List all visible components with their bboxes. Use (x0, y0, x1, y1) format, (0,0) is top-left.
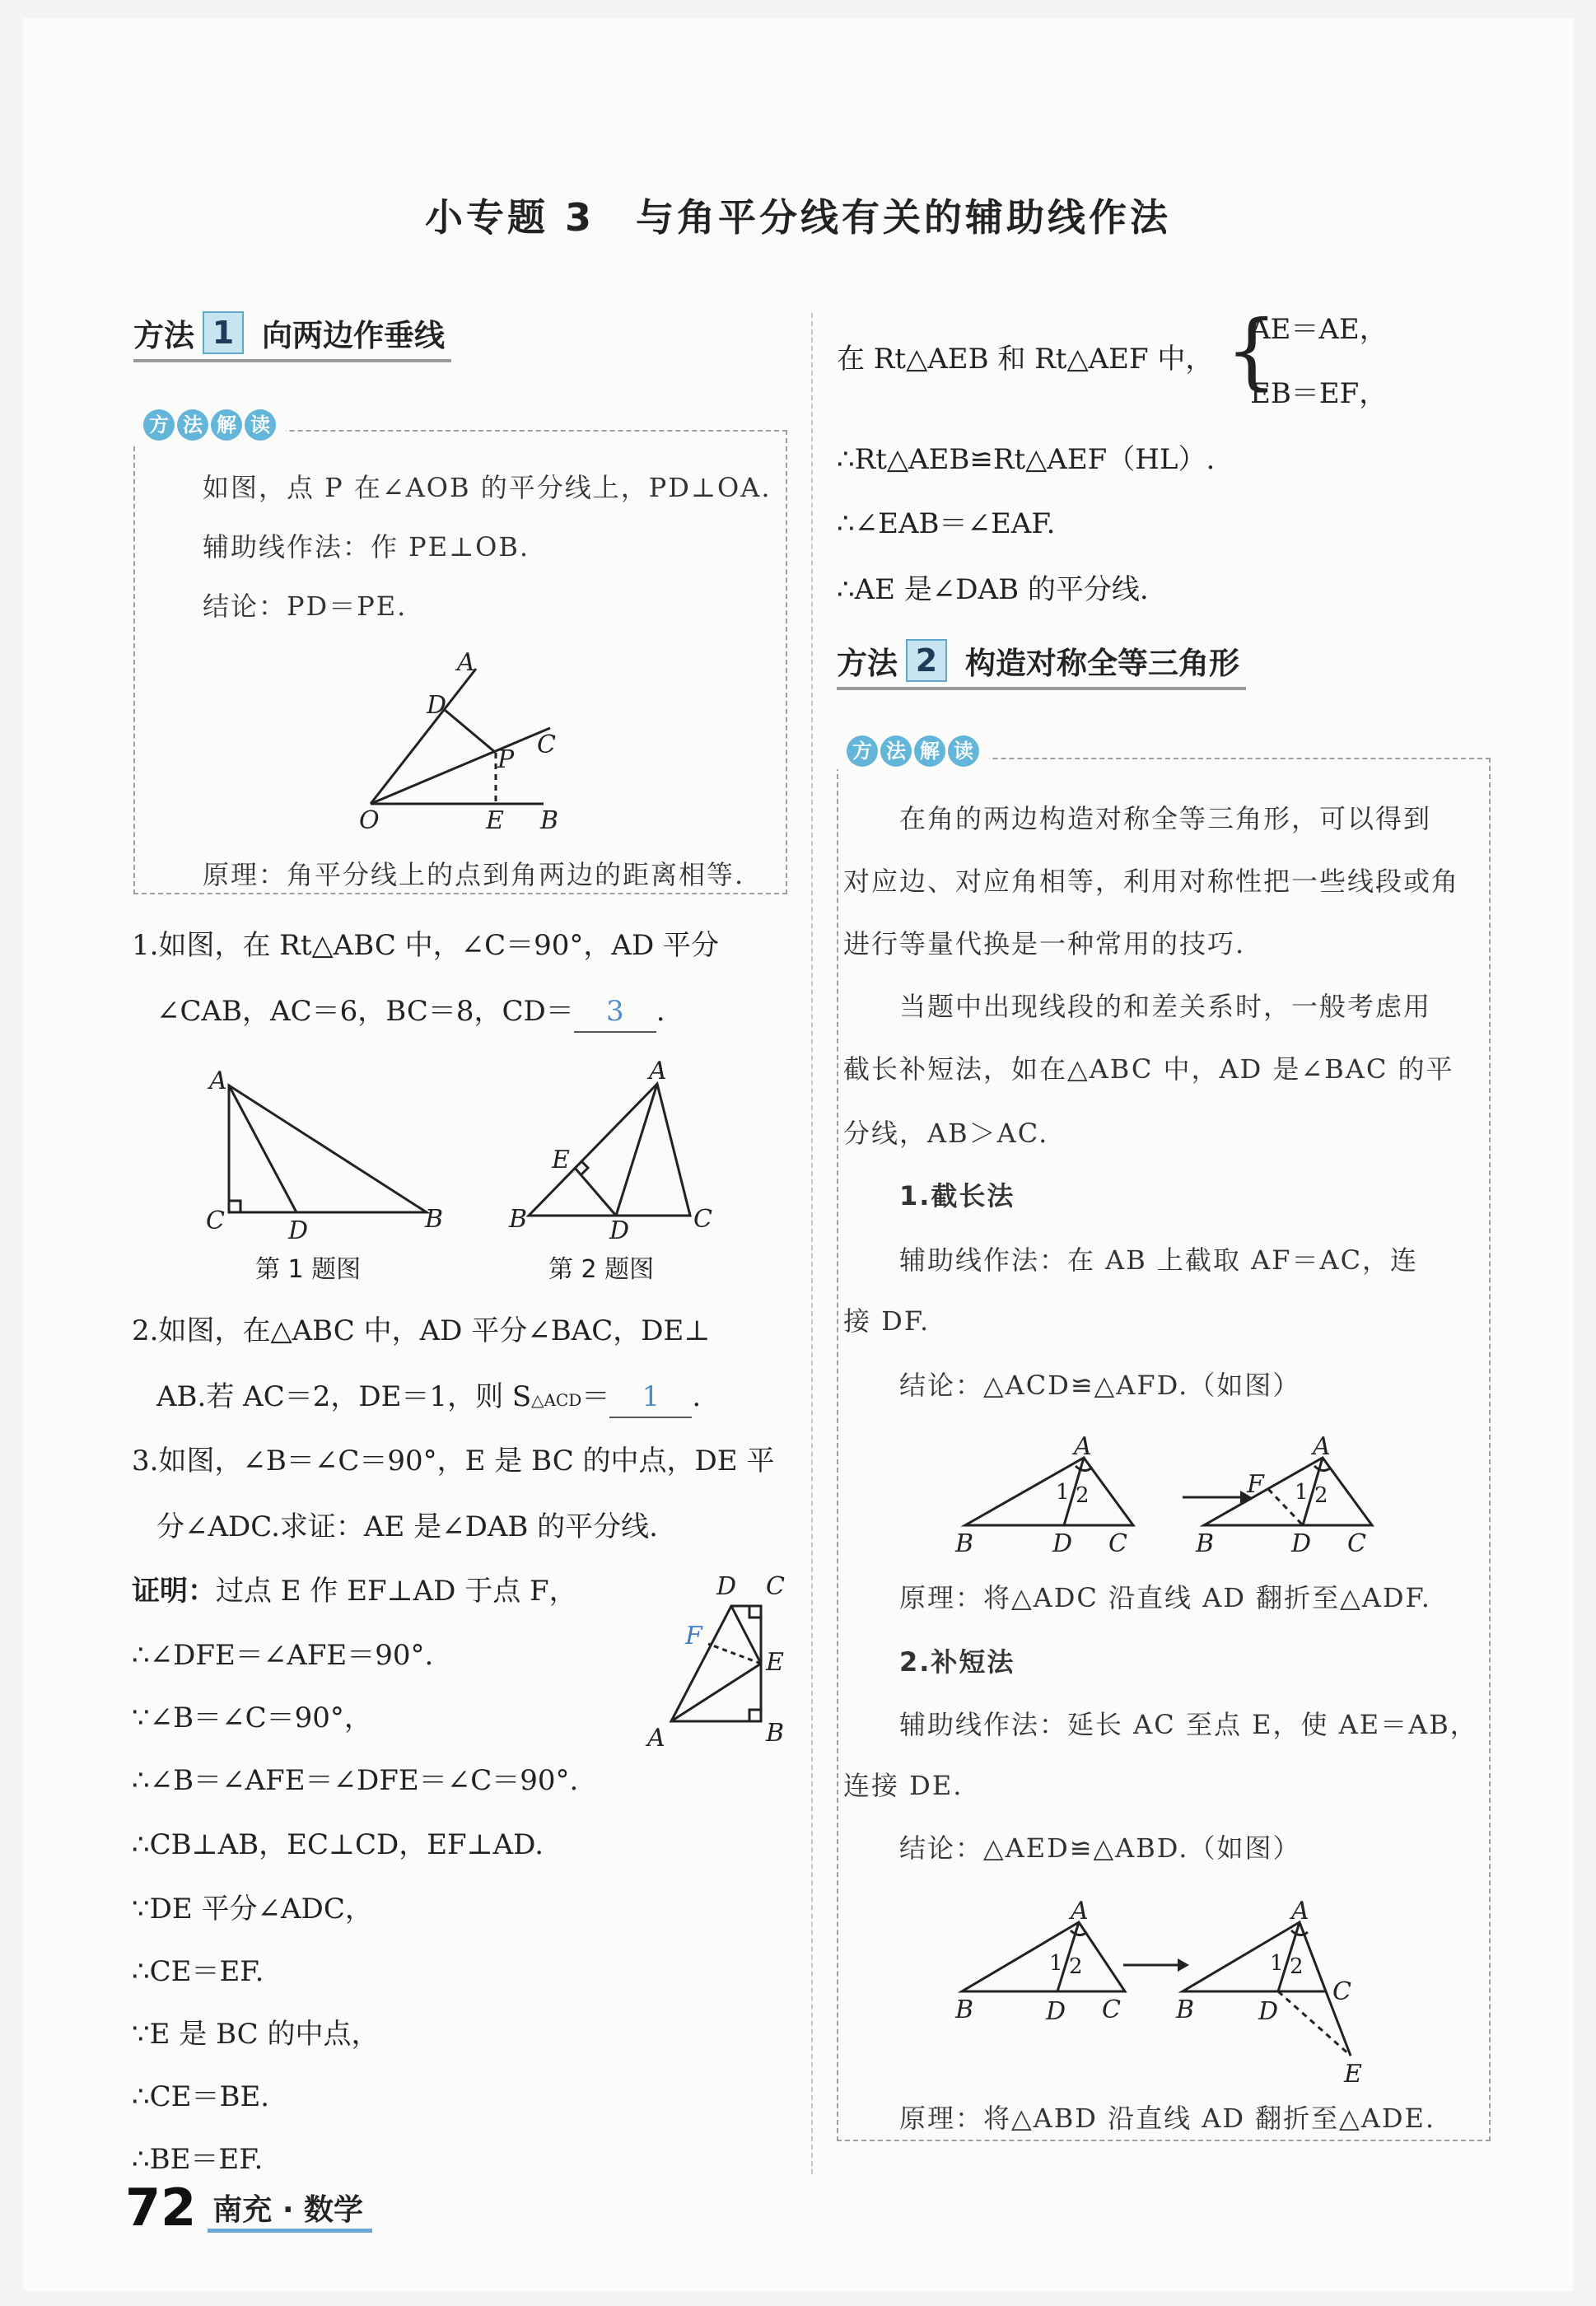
svg-text:D: D (1052, 1529, 1073, 1558)
cut-title: 1.截长法 (899, 1180, 1015, 1211)
page-number: 72 (125, 2177, 197, 2238)
q1-label-C: C (206, 1207, 225, 1235)
svg-text:B: B (955, 1529, 974, 1558)
fill-line-2: 连接 DE. (843, 1770, 964, 1801)
m2-line-4: 当题中出现线段的和差关系时，一般考虑用 (843, 991, 1432, 1022)
m2-line-1: 在角的两边构造对称全等三角形，可以得到 (843, 803, 1432, 834)
m2-line-3: 进行等量代换是一种常用的技巧. (843, 928, 1246, 959)
box-line-1: 如图，点 P 在∠AOB 的平分线上，PD⊥OA. (203, 472, 772, 503)
box-line-3: 结论：PD＝PE. (203, 591, 408, 622)
proof-line-4: ∴CB⊥AB，EC⊥CD，EF⊥AD. (132, 1828, 544, 1861)
svg-text:1: 1 (1056, 1480, 1070, 1505)
method-interpretation-tag: 方 法 解 读 (133, 407, 286, 443)
q1-label-B: B (425, 1205, 444, 1234)
system-eq-2: EB＝EF， (1250, 377, 1388, 410)
proof-line-5: ∵DE 平分∠ADC， (132, 1893, 373, 1926)
right-line-1: ∴Rt△AEB≌Rt△AEF（HL）. (837, 443, 1216, 476)
book-subtitle: 南充 · 数学 (212, 2192, 364, 2227)
proof-line-1: ∴∠DFE＝∠AFE＝90°. (132, 1639, 434, 1672)
svg-text:1: 1 (1295, 1480, 1309, 1505)
fill-principle: 原理：将△ABD 沿直线 AD 翻折至△ADE. (843, 2103, 1436, 2134)
proof-line-8: ∴CE＝BE. (132, 2080, 270, 2113)
svg-text:A: A (1071, 1897, 1089, 1926)
fill-line-1: 辅助线作法：延长 AC 至点 E，使 AE＝AB， (843, 1709, 1478, 1740)
method-name: 向两边作垂线 (262, 318, 445, 353)
label-B: B (540, 806, 559, 835)
fill-title: 2.补短法 (899, 1646, 1015, 1678)
q2-label-A: A (649, 1057, 667, 1085)
proof-line-2: ∵∠B＝∠C＝90°， (132, 1701, 372, 1734)
label-A: A (457, 648, 475, 677)
q3-label-E: E (766, 1648, 784, 1677)
svg-text:C: C (1102, 1996, 1121, 2024)
svg-text:2: 2 (1069, 1954, 1083, 1979)
cut-line-3: 结论：△ACD≌△AFD.（如图） (843, 1370, 1301, 1401)
method-name: 构造对称全等三角形 (965, 646, 1239, 681)
q3-label-D: D (716, 1572, 737, 1601)
svg-text:E: E (1344, 2060, 1362, 2089)
q3-label-A: A (647, 1724, 665, 1753)
svg-text:1: 1 (1270, 1951, 1284, 1976)
q2-line-1: 2.如图，在△ABC 中，AD 平分∠BAC，DE⊥ (132, 1314, 711, 1347)
svg-text:F: F (1247, 1470, 1264, 1499)
q3-line-2: 分∠ADC.求证：AE 是∠DAB 的平分线. (156, 1510, 658, 1543)
svg-text:D: D (1291, 1529, 1312, 1558)
label-C: C (537, 731, 556, 759)
svg-text:B: B (1176, 1996, 1195, 2024)
svg-text:B: B (955, 1996, 974, 2024)
page-footer (125, 2174, 363, 2240)
q2-label-D: D (609, 1216, 630, 1245)
svg-text:2: 2 (1076, 1483, 1090, 1508)
q2-line-2: AB.若 AC＝2，DE＝1，则 S△ACD＝ 1 . (156, 1377, 701, 1420)
right-line-3: ∴AE 是∠DAB 的平分线. (837, 573, 1149, 606)
label-O: O (359, 806, 380, 835)
right-line-2: ∴∠EAB＝∠EAF. (837, 507, 1056, 540)
proof-line-9: ∴BE＝EF. (132, 2143, 264, 2176)
svg-text:D: D (1046, 1997, 1066, 2026)
svg-text:A: A (1291, 1897, 1309, 1926)
box-line-2: 辅助线作法：作 PE⊥OB. (203, 531, 530, 562)
svg-text:2: 2 (1314, 1483, 1328, 1508)
q2-label-E: E (552, 1146, 570, 1174)
principle-1: 原理：角平分线上的点到角两边的距离相等. (203, 859, 745, 890)
m2-line-5: 截长补短法，如在△ABC 中，AD 是∠BAC 的平 (843, 1053, 1454, 1085)
fig1-caption: 第 1 题图 (255, 1255, 362, 1284)
svg-text:2: 2 (1290, 1954, 1304, 1979)
svg-text:1: 1 (1049, 1951, 1063, 1976)
method-label: 方法 (133, 318, 194, 353)
m2-line-2: 对应边、对应角相等，利用对称性把一些线段或角 (843, 866, 1460, 897)
q3-line-1: 3.如图，∠B＝∠C＝90°，E 是 BC 的中点，DE 平 (132, 1445, 775, 1477)
q2-answer: 1 (609, 1377, 692, 1418)
label-P: P (497, 745, 515, 774)
label-D: D (427, 691, 447, 720)
svg-text:A: A (1313, 1432, 1331, 1461)
q3-label-C: C (766, 1572, 785, 1601)
svg-text:A: A (1074, 1432, 1092, 1461)
system-intro: 在 Rt△AEB 和 Rt△AEF 中， (837, 343, 1214, 376)
fill-line-3: 结论：△AED≌△ABD.（如图） (843, 1832, 1301, 1864)
svg-text:C: C (1332, 1977, 1351, 2006)
q1-line-1: 1.如图，在 Rt△ABC 中，∠C＝90°，AD 平分 (132, 929, 720, 962)
q3-label-B: B (766, 1719, 785, 1748)
svg-text:C: C (1347, 1529, 1366, 1558)
svg-text:D: D (1258, 1997, 1279, 2026)
cut-line-2: 接 DF. (843, 1305, 931, 1337)
method-interpretation-tag: 方 法 解 读 (837, 733, 989, 769)
q1-label-A: A (209, 1067, 227, 1095)
m2-line-6: 分线，AB＞AC. (843, 1118, 1049, 1149)
q2-label-C: C (693, 1205, 712, 1234)
page-title: 小专题 3 与角平分线有关的辅助线作法 (424, 195, 1172, 240)
label-E: E (486, 806, 504, 835)
proof-line-6: ∴CE＝EF. (132, 1955, 264, 1988)
q1-label-D: D (288, 1216, 309, 1245)
system-eq-1: AE＝AE， (1250, 313, 1388, 346)
proof-line-first: 证明：过点 E 作 EF⊥AD 于点 F， (132, 1575, 577, 1608)
method-number: 2 (906, 639, 947, 682)
method-number: 1 (203, 311, 244, 354)
q1-answer: 3 (574, 992, 656, 1033)
proof-line-7: ∵E 是 BC 的中点， (132, 2018, 380, 2051)
q3-label-F: F (685, 1622, 702, 1650)
svg-text:B: B (1196, 1529, 1215, 1558)
fig2-caption: 第 2 题图 (548, 1255, 655, 1284)
cut-line-1: 辅助线作法：在 AB 上截取 AF＝AC，连 (843, 1244, 1419, 1276)
cut-principle: 原理：将△ADC 沿直线 AD 翻折至△ADF. (843, 1582, 1431, 1613)
q2-label-B: B (509, 1205, 528, 1234)
proof-line-3: ∴∠B＝∠AFE＝∠DFE＝∠C＝90°. (132, 1764, 579, 1797)
q1-line-2: ∠CAB，AC＝6，BC＝8，CD＝ 3 . (156, 992, 665, 1033)
system-brace: { (1225, 302, 1278, 399)
svg-text:C: C (1108, 1529, 1127, 1558)
method-label: 方法 (837, 646, 898, 681)
